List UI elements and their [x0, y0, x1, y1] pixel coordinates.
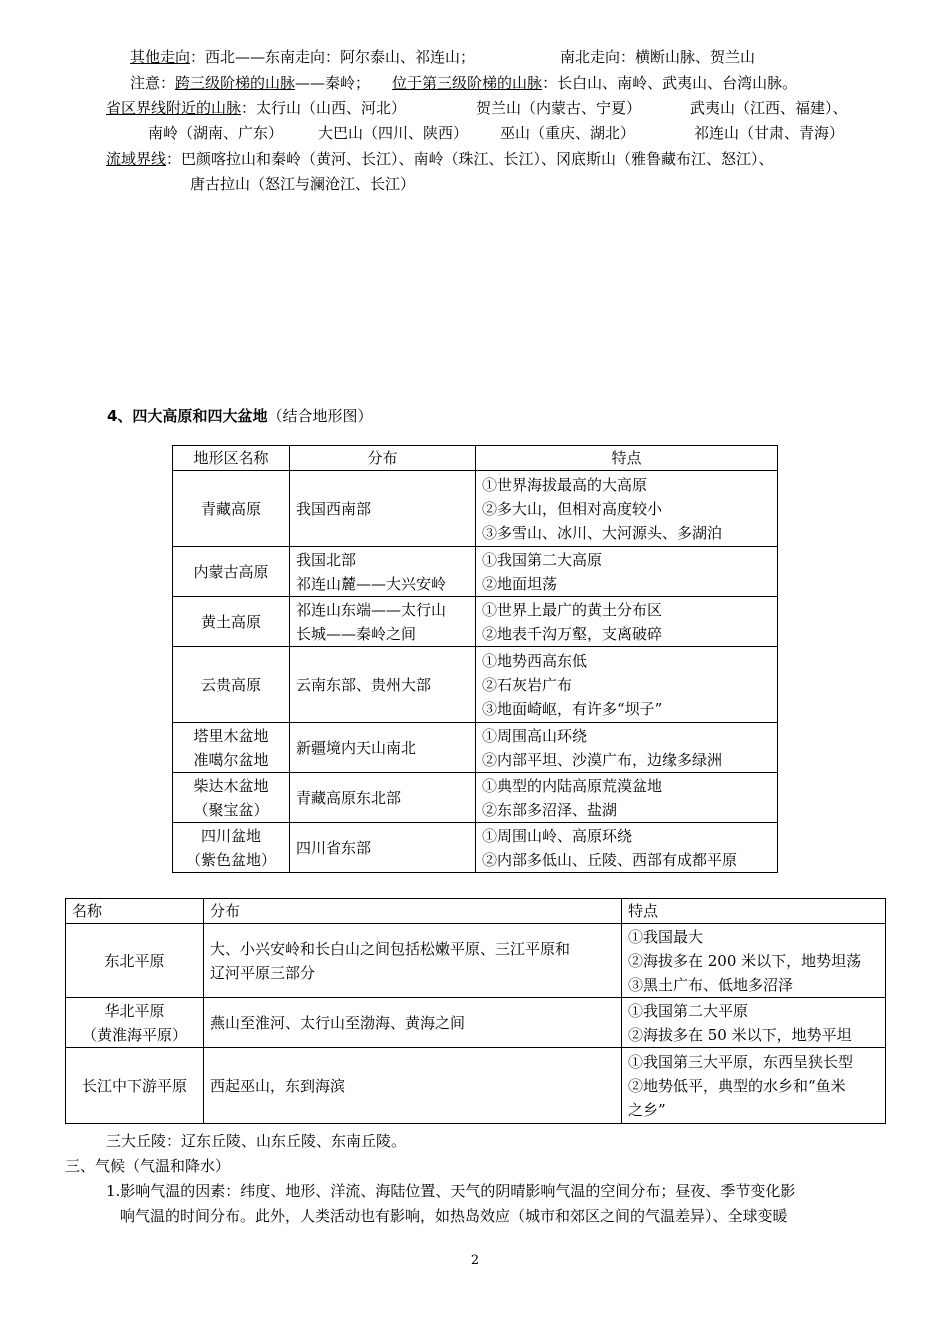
table-row: [173, 647, 778, 723]
cell-line: 云贵高原: [200, 675, 261, 694]
table-row: [173, 823, 778, 873]
cell-line: 大、小兴安岭和长白山之间包括松嫩平原、三江平原和: [210, 939, 571, 958]
table-header-row: [66, 899, 886, 924]
cell-line: 青藏高原: [200, 499, 261, 518]
region-name-cell: [173, 597, 290, 647]
cell-line: ③黑土广布、低地多沼泽: [628, 975, 794, 994]
region-name-cell: [173, 773, 290, 823]
cell-line: ②地势低平，典型的水乡和“鱼米: [628, 1076, 846, 1095]
three-hills-text: 三大丘陵：辽东丘陵、山东丘陵、东南丘陵。: [106, 1132, 407, 1150]
cell-line: ①典型的内陆高原荒漠盆地: [482, 776, 663, 795]
cell-line: （聚宝盆）: [193, 800, 269, 819]
section-title: 4、四大高原和四大盆地: [107, 407, 268, 425]
cell-line: ②内部平坦、沙漠广布，边缘多绿洲: [482, 750, 723, 769]
region-name-cell: [173, 823, 290, 873]
column-header: 特点: [622, 899, 886, 924]
features-cell: [622, 924, 886, 998]
table-row: [173, 471, 778, 547]
distribution-cell: [290, 647, 476, 723]
cell-line: 东北平原: [104, 951, 165, 970]
distribution-cell: [204, 1048, 622, 1124]
cell-line: ①地势西高东低: [482, 651, 588, 670]
climate-paragraph-line2: 响气温的时间分布。此外，人类活动也有影响，如热岛效应（城市和郊区之间的气温差异）、全球变暖: [120, 1207, 788, 1225]
table-row: [66, 1048, 886, 1124]
cell-line: ②海拔多在 50 米以下，地势平坦: [628, 1025, 852, 1044]
column-header: 名称: [66, 899, 204, 924]
cell-line: 黄土高原: [200, 612, 261, 631]
cell-line: ②海拔多在 200 米以下，地势坦荡: [628, 951, 862, 970]
cell-line: 长城——秦岭之间: [296, 624, 417, 643]
watershed-line2: 唐古拉山（怒江与澜沧江、长江）: [190, 175, 416, 193]
cell-line: （黄淮海平原）: [81, 1025, 187, 1044]
table-header-row: [173, 446, 778, 471]
region-name-cell: [66, 1048, 204, 1124]
note-third-step-label: 位于第三级阶梯的山脉: [392, 74, 543, 92]
region-name-cell: [173, 723, 290, 773]
cell-line: 四川省东部: [296, 838, 372, 857]
distribution-cell: [204, 924, 622, 998]
border-mountains-label: 省区界线附近的山脉: [106, 99, 242, 117]
distribution-cell: [290, 597, 476, 647]
features-cell: [476, 547, 778, 597]
watershed-line1: [106, 149, 774, 169]
cell-line: 云南东部、贵州大部: [296, 675, 432, 694]
cell-line: ①周围山岭、高原环绕: [482, 826, 633, 845]
cell-line: 内蒙古高原: [193, 562, 269, 581]
features-cell: [622, 998, 886, 1048]
distribution-cell: [290, 723, 476, 773]
cell-line: 四川盆地: [200, 826, 261, 845]
cell-line: ②石灰岩广布: [482, 675, 573, 694]
features-cell: [476, 647, 778, 723]
climate-paragraph-line1: 1.影响气温的因素：纬度、地形、洋流、海陆位置、天气的阴晴影响气温的空间分布；昼夜、季节变化影: [106, 1182, 796, 1200]
cell-line: ②东部多沼泽、盐湖: [482, 800, 618, 819]
column-header: 特点: [476, 446, 778, 471]
other-direction-label: 其他走向: [130, 48, 191, 66]
cell-line: ①我国第二大高原: [482, 550, 603, 569]
region-name-cell: [66, 924, 204, 998]
cell-line: ③多雪山、冰川、大河源头、多湖泊: [482, 523, 723, 542]
border-mountains-line1: [106, 98, 406, 118]
cell-line: 准噶尔盆地: [193, 750, 269, 769]
cell-line: 西起巫山，东到海滨: [210, 1076, 346, 1095]
table-row: [173, 723, 778, 773]
cell-line: ②地面坦荡: [482, 574, 558, 593]
column-header: 分布: [290, 446, 476, 471]
cell-line: ②多大山，但相对高度较小: [482, 499, 663, 518]
table-row: [173, 597, 778, 647]
cell-line: ③地面崎岖，有许多“坝子”: [482, 699, 663, 718]
cell-line: 我国北部: [296, 550, 357, 569]
region-name-cell: [66, 998, 204, 1048]
cell-line: 辽河平原三部分: [210, 963, 316, 982]
region-name-cell: [173, 647, 290, 723]
cell-line: 我国西南部: [296, 499, 372, 518]
border-item: 大巴山（四川、陕西）: [318, 124, 469, 142]
note-three-step-text: ——秦岭；: [295, 74, 371, 92]
other-direction-line: [130, 47, 475, 67]
cell-line: ②内部多低山、丘陵、西部有成都平原: [482, 850, 738, 869]
distribution-cell: [204, 998, 622, 1048]
region-name-cell: [173, 547, 290, 597]
note-three-step-label: 跨三级阶梯的山脉: [175, 74, 296, 92]
table-row: [173, 773, 778, 823]
distribution-cell: [290, 471, 476, 547]
cell-line: 祁连山东端——太行山: [296, 600, 447, 619]
table-row: [66, 998, 886, 1048]
border-item: 武夷山（江西、福建）、: [690, 99, 848, 117]
north-south-text: 南北走向：横断山脉、贺兰山: [560, 48, 756, 66]
watershed-text: ：巴颜喀拉山和秦岭（黄河、长江）、南岭（珠江、长江）、冈底斯山（雅鲁藏布江、怒江）、: [166, 150, 774, 168]
section-heading: [107, 406, 372, 426]
plains-table: [65, 898, 886, 1124]
distribution-cell: [290, 773, 476, 823]
cell-line: 之乡”: [628, 1100, 666, 1119]
column-header: 地形区名称: [173, 446, 290, 471]
cell-line: ①我国第二大平原: [628, 1001, 749, 1020]
cell-line: 塔里木盆地: [193, 726, 269, 745]
features-cell: [476, 823, 778, 873]
plateau-basin-table: [172, 445, 778, 873]
cell-line: 青藏高原东北部: [296, 788, 402, 807]
note-prefix: 注意：: [130, 74, 176, 92]
features-cell: [476, 723, 778, 773]
column-header: 分布: [204, 899, 622, 924]
cell-line: 柴达木盆地: [193, 776, 269, 795]
section-note: （结合地形图）: [267, 407, 373, 425]
table-row: [66, 924, 886, 998]
features-cell: [476, 471, 778, 547]
cell-line: ②地表千沟万壑，支离破碎: [482, 624, 663, 643]
table-row: [173, 547, 778, 597]
distribution-cell: [290, 547, 476, 597]
cell-line: ①周围高山环绕: [482, 726, 588, 745]
cell-line: 祁连山麓——大兴安岭: [296, 574, 447, 593]
other-direction-text: ：西北——东南走向：阿尔泰山、祁连山；: [190, 48, 476, 66]
border-item: ：太行山（山西、河北）: [241, 99, 407, 117]
cell-line: 华北平原: [104, 1001, 165, 1020]
cell-line: 新疆境内天山南北: [296, 738, 417, 757]
cell-line: 长江中下游平原: [81, 1076, 187, 1095]
cell-line: 燕山至淮河、太行山至渤海、黄海之间: [210, 1013, 466, 1032]
border-item: 贺兰山（内蒙古、宁夏）: [476, 99, 642, 117]
features-cell: [476, 597, 778, 647]
features-cell: [476, 773, 778, 823]
region-name-cell: [173, 471, 290, 547]
border-item: 祁连山（甘肃、青海）: [694, 124, 845, 142]
note-third-step-text: ：长白山、南岭、武夷山、台湾山脉。: [542, 74, 798, 92]
border-item: 巫山（重庆、湖北）: [500, 124, 636, 142]
features-cell: [622, 1048, 886, 1124]
cell-line: ①我国第三大平原，东西呈狭长型: [628, 1052, 854, 1071]
border-item: 南岭（湖南、广东）: [148, 124, 284, 142]
cell-line: ①我国最大: [628, 927, 704, 946]
cell-line: ①世界上最广的黄土分布区: [482, 600, 663, 619]
distribution-cell: [290, 823, 476, 873]
watershed-label: 流域界线: [106, 150, 167, 168]
climate-heading: 三、气候（气温和降水）: [65, 1157, 231, 1175]
page-number: 2: [470, 1253, 480, 1268]
cell-line: （紫色盆地）: [185, 850, 276, 869]
note-line: [130, 73, 797, 93]
cell-line: ①世界海拔最高的大高原: [482, 475, 648, 494]
